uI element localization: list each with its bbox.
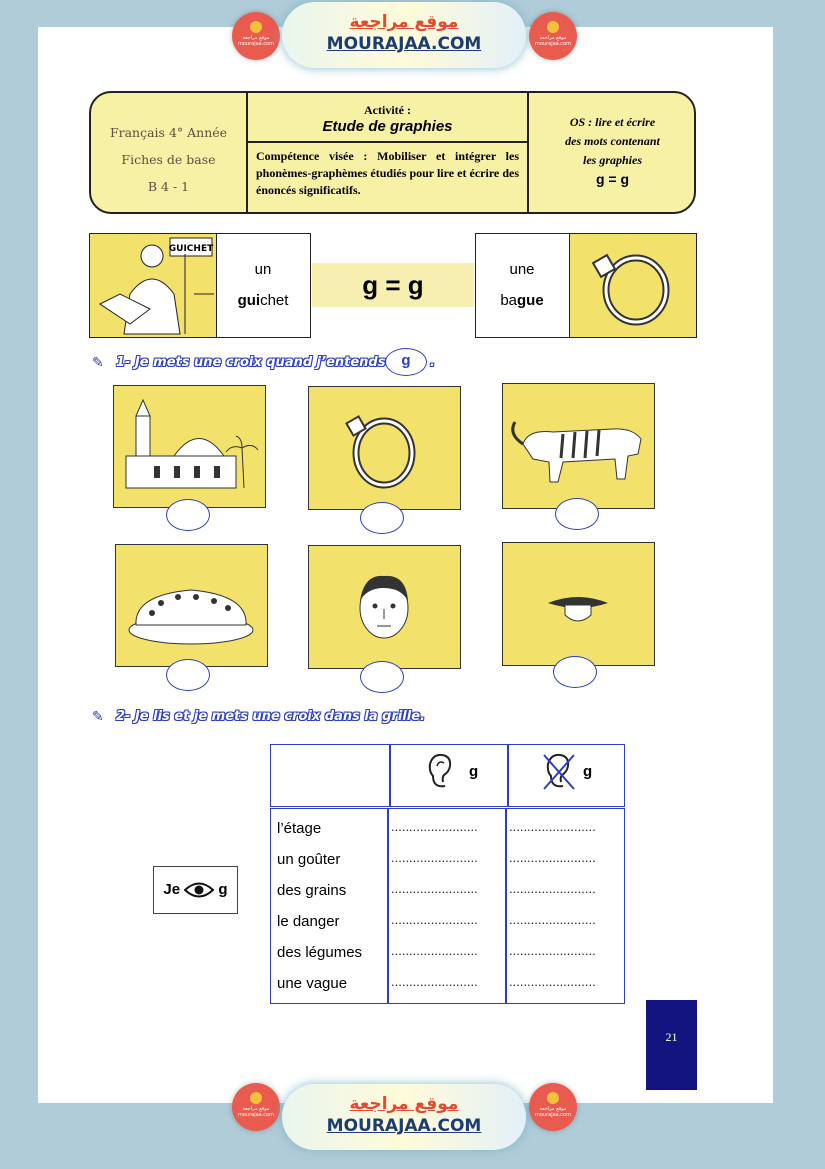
pencil-icon: ✎	[92, 708, 104, 724]
list-item: l’étage	[277, 820, 322, 837]
grapheme-equation: g = g	[312, 263, 474, 307]
word-list	[277, 813, 362, 999]
ear-icon	[425, 752, 455, 792]
picture-mosque	[113, 385, 266, 508]
pencil-icon: ✎	[92, 354, 104, 370]
sound-bubble: g	[385, 348, 427, 376]
answer-oval-6[interactable]	[553, 656, 597, 688]
list-item: une vague	[277, 975, 348, 992]
site-logo-left-top[interactable]: موقع مراجعة mourajaa.com	[232, 12, 280, 60]
answer-lines-heard[interactable]: ........................ ........................ ........................ ........................ ........................ ........................	[391, 819, 478, 989]
site-domain[interactable]: MOURAJAA.COM	[326, 1116, 482, 1136]
face-icon	[309, 546, 459, 666]
picture-ring	[308, 386, 461, 510]
site-banner-bottom[interactable]	[282, 1084, 526, 1150]
list-item: des grains	[277, 882, 347, 899]
competence-text: Compétence visée : Mobiliser et intégrer les phonèmes-graphèmes étudiés pour lire et écrire des énoncés significatifs.	[256, 149, 519, 197]
svg-text:GUICHET: GUICHET	[168, 244, 214, 254]
answer-oval-3[interactable]	[555, 498, 599, 530]
header-level-cell: Français 4° Année Fiches de base B 4 - 1	[91, 93, 248, 212]
mouth-icon	[503, 543, 653, 663]
bague-picture	[569, 233, 697, 338]
eye-icon	[184, 881, 214, 899]
tiger-icon	[503, 384, 653, 506]
answer-oval-1[interactable]	[166, 499, 210, 531]
header-activity-cell	[248, 93, 529, 212]
picture-tongue	[502, 542, 655, 666]
logo-dot-icon	[547, 1092, 559, 1104]
je-vois-box: Je g	[153, 866, 238, 914]
guichet-word-box: un guichet	[216, 233, 311, 338]
answer-oval-4[interactable]	[166, 659, 210, 691]
activity-title: Etude de graphies	[322, 118, 453, 135]
lesson-header	[89, 91, 696, 214]
site-banner-top[interactable]	[282, 2, 526, 68]
ring-icon	[309, 387, 459, 507]
picture-face	[308, 545, 461, 669]
site-logo-right-bottom[interactable]: موقع مراجعة mourajaa.com	[529, 1083, 577, 1131]
picture-tiger	[502, 383, 655, 509]
list-item: le danger	[277, 913, 340, 930]
logo-dot-icon	[250, 21, 262, 33]
bague-word-box: une bague	[475, 233, 570, 338]
answer-lines-not-heard[interactable]: ........................ ........................ ........................ ........................ ........................ ........................	[509, 819, 596, 989]
mosque-icon	[114, 386, 264, 506]
answer-oval-5[interactable]	[360, 661, 404, 693]
man-at-counter-icon	[90, 234, 215, 336]
logo-dot-icon	[547, 21, 559, 33]
site-logo-left-bottom[interactable]: موقع مراجعة mourajaa.com	[232, 1083, 280, 1131]
site-arabic-name: موقع مراجعة	[349, 1094, 459, 1114]
grid-header-not-heard: g	[508, 744, 625, 807]
page-number: 21	[646, 1000, 697, 1090]
word-bague: bague	[500, 292, 544, 309]
exercise1-instruction: 1- Je mets une croix quand j’entends	[116, 355, 386, 370]
picture-cake	[115, 544, 268, 667]
grid-corner-cell	[270, 744, 390, 807]
header-objective-cell: OS : lire et écrire des mots contenant les graphies g = g	[565, 115, 660, 187]
activity-label: Activité :	[364, 103, 411, 117]
exercise2-instruction: 2- Je lis et je mets une croix dans la grille.	[116, 709, 425, 724]
logo-dot-icon	[250, 1092, 262, 1104]
site-domain[interactable]: MOURAJAA.COM	[326, 34, 482, 54]
crossed-ear-icon	[541, 752, 577, 792]
site-arabic-name: موقع مراجعة	[349, 12, 459, 32]
grid-header-heard: g	[390, 744, 508, 807]
cake-icon	[116, 545, 266, 665]
list-item: des légumes	[277, 944, 363, 961]
guichet-picture	[89, 233, 217, 338]
list-item: un goûter	[277, 851, 341, 868]
ring-icon	[570, 234, 695, 336]
word-guichet: guichet	[237, 292, 289, 309]
answer-oval-2[interactable]	[360, 502, 404, 534]
site-logo-right-top[interactable]: موقع مراجعة mourajaa.com	[529, 12, 577, 60]
